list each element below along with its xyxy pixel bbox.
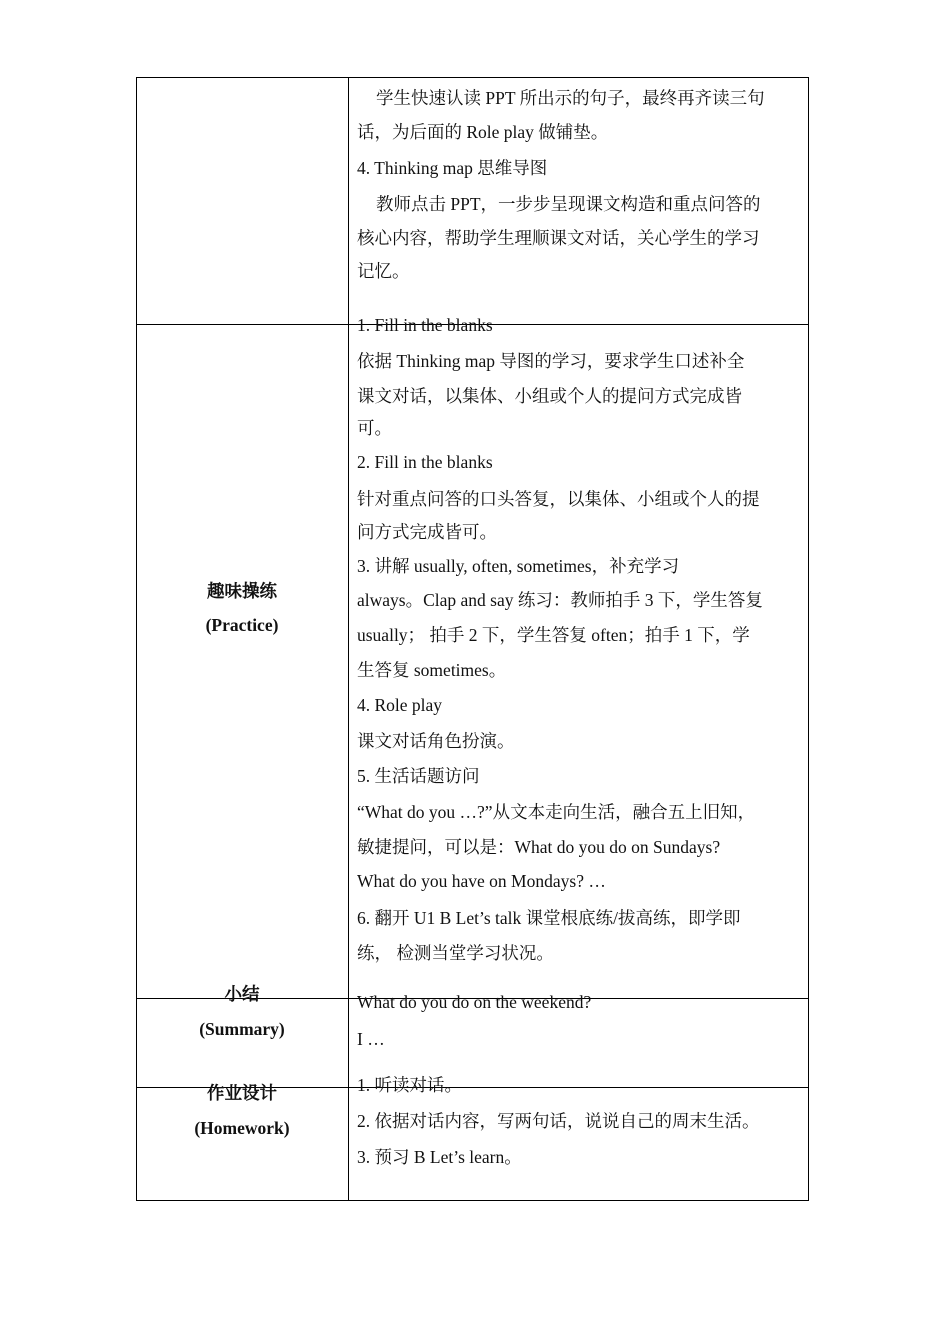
practice-line: What do you have on Mondays? …	[357, 871, 606, 891]
summary-line: I …	[357, 1029, 385, 1049]
intro-line: 学生快速认读 PPT 所出示的句子，最终再齐读三句	[376, 88, 765, 108]
homework-label-en: (Homework)	[194, 1118, 290, 1138]
intro-line: 核心内容，帮助学生理顺课文对话，关心学生的学习	[357, 228, 760, 248]
practice-line: 6. 翻开 U1 B Let’s talk 课堂根底练/拔高练，即学即	[357, 908, 741, 928]
summary-label-en: (Summary)	[199, 1019, 285, 1039]
practice-line: 3. 讲解 usually, often, sometimes，补充学习	[357, 556, 680, 576]
intro-line: 教师点击 PPT，一步步呈现课文构造和重点问答的	[376, 194, 761, 214]
practice-line: usually； 拍手 2 下，学生答复 often；拍手 1 下，学	[357, 625, 750, 645]
practice-line: 依据 Thinking map 导图的学习，要求学生口述补全	[357, 351, 745, 371]
practice-line: 课文对话，以集体、小组或个人的提问方式完成皆	[357, 386, 742, 406]
homework-label-cn: 作业设计	[207, 1083, 277, 1103]
summary-line: What do you do on the weekend?	[357, 992, 592, 1012]
intro-line: 记忆。	[357, 261, 410, 281]
practice-line: 生答复 sometimes。	[357, 660, 507, 680]
practice-line: 可。	[357, 418, 392, 438]
practice-line: 针对重点问答的口头答复，以集体、小组或个人的提	[357, 489, 760, 509]
practice-label-cn: 趣味操练	[207, 581, 277, 601]
practice-line: “What do you …?”从文本走向生活，融合五上旧知，	[357, 802, 756, 822]
homework-line: 3. 预习 B Let’s learn。	[357, 1147, 522, 1167]
practice-label-en: (Practice)	[205, 615, 279, 635]
practice-line: 2. Fill in the blanks	[357, 452, 493, 472]
homework-line: 2. 依据对话内容，写两句话，说说自己的周末生活。	[357, 1111, 760, 1131]
intro-line: 话，为后面的 Role play 做铺垫。	[357, 122, 609, 142]
lesson-plan-table	[136, 77, 809, 1201]
column-divider	[348, 77, 349, 1201]
practice-line: 练， 检测当堂学习状况。	[357, 943, 554, 963]
homework-line: 1. 听读对话。	[357, 1075, 462, 1095]
table-border-right	[808, 77, 809, 1201]
practice-line: 课文对话角色扮演。	[357, 731, 515, 751]
summary-label-cn: 小结	[224, 984, 260, 1004]
table-border-bottom	[136, 1200, 809, 1201]
practice-line: 1. Fill in the blanks	[357, 315, 493, 335]
practice-line: 4. Role play	[357, 695, 443, 715]
practice-line: always。Clap and say 练习：教师拍手 3 下，学生答复	[357, 590, 763, 610]
practice-line: 问方式完成皆可。	[357, 522, 497, 542]
intro-line: 4. Thinking map 思维导图	[357, 158, 548, 178]
practice-line: 5. 生活话题访问	[357, 766, 480, 786]
practice-line: 敏捷提问，可以是：What do you do on Sundays?	[357, 837, 721, 857]
table-border-top	[136, 77, 809, 78]
